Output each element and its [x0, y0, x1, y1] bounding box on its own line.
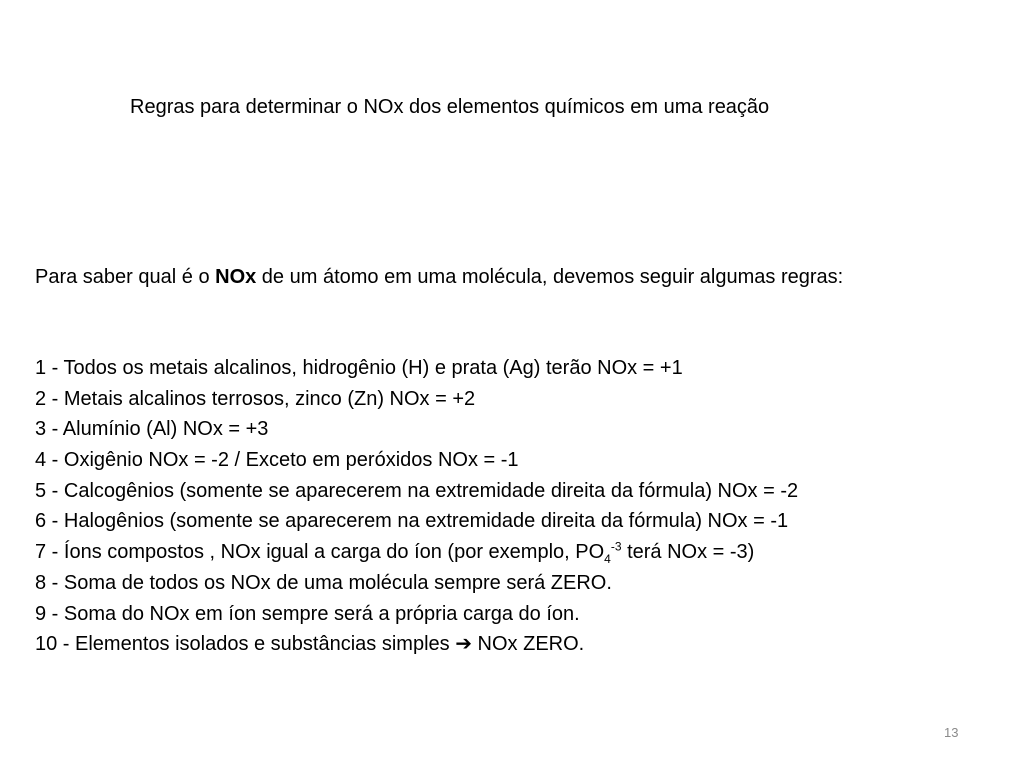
rule-6: 6 - Halogênios (somente se aparecerem na extremidade direita da fórmula) NOx = -1 — [35, 510, 789, 533]
rule-7-superscript: -3 — [610, 539, 622, 554]
slide-title: Regras para determinar o NOx dos elementos químicos em uma reação — [130, 96, 770, 118]
rule-8: 8 - Soma de todos os NOx de uma molécula sempre será ZERO. — [35, 571, 612, 594]
rule-4: 4 - Oxigênio NOx = -2 / Exceto em peróxidos NOx = -1 — [35, 449, 519, 472]
rule-7-before: 7 - Íons compostos , NOx igual a carga do íon (por exemplo, PO — [35, 541, 605, 564]
rules-list — [35, 353, 798, 660]
rule-7-subscript: 4 — [604, 552, 611, 567]
rule-5: 5 - Calcogênios (somente se aparecerem na extremidade direita da fórmula) NOx = -2 — [35, 479, 799, 502]
intro-after: de um átomo em uma molécula, devemos seguir algumas regras: — [256, 266, 844, 288]
rule-10-after: NOx ZERO. — [471, 633, 585, 656]
intro-before: Para saber qual é o — [35, 266, 216, 288]
rule-7-after: terá NOx = -3) — [621, 541, 755, 564]
rule-9: 9 - Soma do NOx em íon sempre será a própria carga do íon. — [35, 602, 580, 625]
arrow-right-icon: ➔ — [455, 633, 472, 656]
rule-10 — [35, 629, 798, 660]
rule-2: 2 - Metais alcalinos terrosos, zinco (Zn) NOx = +2 — [35, 387, 476, 410]
page-number: 13 — [944, 725, 959, 740]
intro-bold-nox: NOx — [215, 266, 257, 288]
intro-text — [35, 263, 843, 291]
rule-3: 3 - Alumínio (Al) NOx = +3 — [35, 418, 269, 441]
rule-1: 1 - Todos os metais alcalinos, hidrogênio (H) e prata (Ag) terão NOx = +1 — [35, 357, 683, 379]
rule-7 — [35, 537, 798, 568]
rule-10-before: 10 - Elementos isolados e substâncias simples — [35, 633, 456, 656]
